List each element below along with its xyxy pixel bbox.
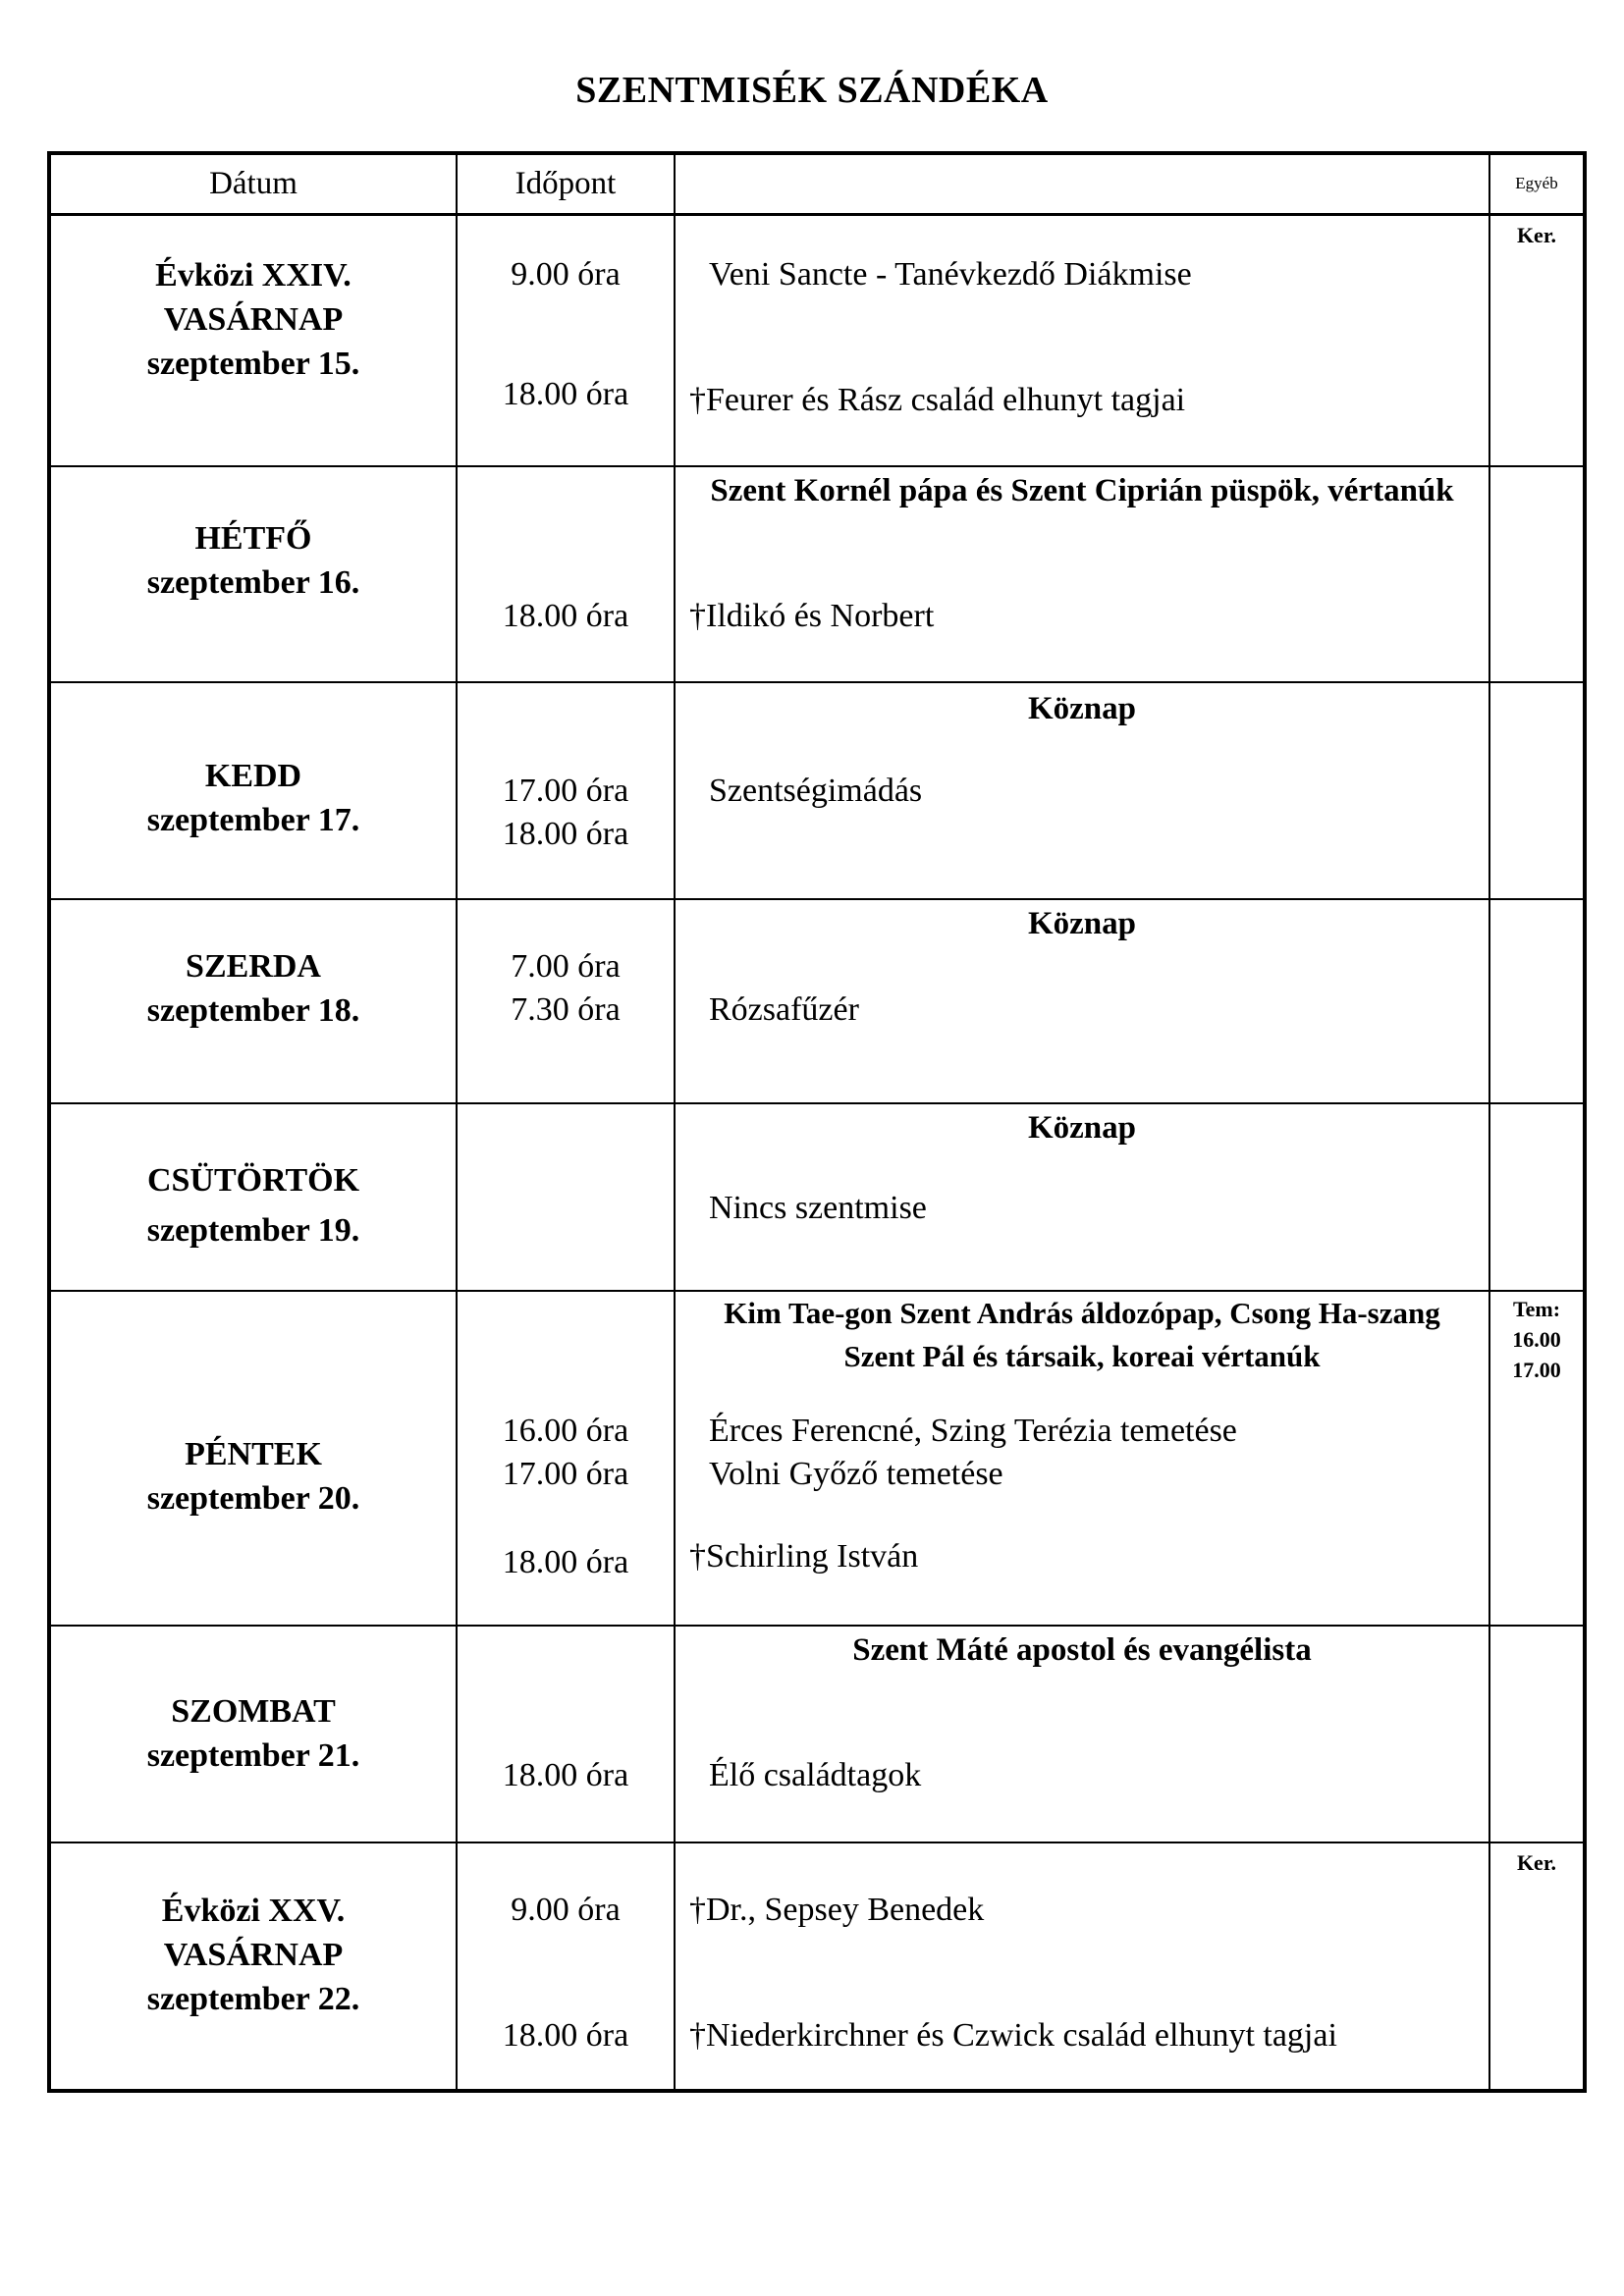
intention-text: †Schirling István — [689, 1538, 919, 1575]
day-name: CSÜTÖRTÖK — [146, 1162, 360, 1199]
table-row — [51, 1625, 1583, 1842]
table-row — [51, 681, 1583, 898]
other-cell — [1490, 467, 1583, 681]
intention-cell — [676, 1627, 1490, 1842]
date-cell — [51, 1104, 458, 1290]
other-cell — [1490, 1292, 1583, 1625]
table-row — [51, 465, 1583, 681]
feast-title: Szent Kornél pápa és Szent Ciprián püspök, vértanúk — [710, 473, 1454, 508]
time-cell — [458, 1292, 676, 1625]
day-name: HÉTFŐ — [194, 520, 312, 557]
table-row — [51, 216, 1583, 465]
day-name: KEDD — [204, 758, 302, 794]
mass-schedule-table — [47, 151, 1587, 2093]
mass-time: 18.00 óra — [502, 1757, 629, 1793]
day-date: szeptember 19. — [146, 1212, 360, 1249]
day-date: szeptember 21. — [146, 1737, 360, 1774]
table-header — [51, 155, 1583, 216]
intention-text: Szentségimádás — [709, 773, 923, 809]
other-cell — [1490, 683, 1583, 898]
feast-title: Szent Máté apostol és evangélista — [852, 1632, 1312, 1668]
mass-time: 17.00 óra — [502, 773, 629, 809]
day-date: szeptember 15. — [146, 346, 360, 382]
time-cell — [458, 1104, 676, 1290]
time-cell — [458, 1843, 676, 2089]
day-name-2: VASÁRNAP — [163, 1937, 344, 1973]
table-row — [51, 1102, 1583, 1290]
other-note: Ker. — [1516, 223, 1557, 247]
page-title: SZENTMISÉK SZÁNDÉKA — [575, 70, 1049, 111]
time-cell — [458, 900, 676, 1102]
day-date: szeptember 17. — [146, 802, 360, 838]
intention-cell — [676, 683, 1490, 898]
intention-cell — [676, 216, 1490, 465]
mass-time: 17.00 óra — [502, 1456, 629, 1492]
day-name: Évközi XXIV. — [155, 257, 352, 294]
other-cell — [1490, 1843, 1583, 2089]
day-date: szeptember 20. — [146, 1480, 360, 1517]
date-cell — [51, 1843, 458, 2089]
other-note: Tem: — [1512, 1297, 1561, 1321]
day-date: szeptember 18. — [146, 992, 360, 1029]
header-date: Dátum — [51, 155, 458, 213]
date-cell — [51, 216, 458, 465]
intention-text: Nincs szentmise — [709, 1190, 927, 1226]
day-name: SZERDA — [186, 948, 321, 985]
intention-text: Veni Sancte - Tanévkezdő Diákmise — [709, 256, 1192, 293]
date-cell — [51, 1627, 458, 1842]
day-date: szeptember 16. — [146, 564, 360, 601]
day-date: szeptember 22. — [146, 1981, 360, 2017]
intention-text: Élő családtagok — [709, 1757, 922, 1793]
time-cell — [458, 1627, 676, 1842]
other-note: 17.00 — [1512, 1358, 1561, 1382]
intention-cell — [676, 900, 1490, 1102]
time-cell — [458, 683, 676, 898]
intention-cell — [676, 1104, 1490, 1290]
feast-title: Köznap — [1027, 1110, 1137, 1146]
mass-time: 18.00 óra — [502, 1544, 629, 1580]
other-cell — [1490, 900, 1583, 1102]
mass-time: 9.00 óra — [511, 256, 621, 293]
table-row — [51, 898, 1583, 1102]
day-name: PÉNTEK — [185, 1436, 322, 1472]
date-cell — [51, 467, 458, 681]
header-intention — [676, 155, 1490, 213]
other-cell — [1490, 1104, 1583, 1290]
intention-cell — [676, 1292, 1490, 1625]
header-other: Egyéb — [1515, 174, 1558, 192]
intention-cell — [676, 1843, 1490, 2089]
mass-time: 18.00 óra — [502, 2017, 629, 2054]
day-name-2: VASÁRNAP — [163, 301, 344, 338]
mass-time: 18.00 óra — [502, 598, 629, 634]
mass-time: 18.00 óra — [502, 816, 629, 852]
intention-text: Rózsafűzér — [709, 991, 859, 1028]
mass-time: 9.00 óra — [511, 1892, 621, 1928]
header-time: Időpont — [458, 155, 676, 213]
intention-cell — [676, 467, 1490, 681]
date-cell — [51, 900, 458, 1102]
intention-text: †Feurer és Rász család elhunyt tagjai — [689, 382, 1186, 418]
other-note: Ker. — [1516, 1850, 1557, 1875]
feast-title: Kim Tae-gon Szent András áldozópap, Csong Ha-szang Szent Pál és társaik, koreai vértanúk — [724, 1296, 1440, 1373]
date-cell — [51, 1292, 458, 1625]
intention-text: †Dr., Sepsey Benedek — [689, 1892, 985, 1928]
mass-time: 16.00 óra — [502, 1413, 629, 1449]
intention-text: Érces Ferencné, Szing Terézia temetése — [709, 1413, 1237, 1449]
mass-time: 7.30 óra — [511, 991, 621, 1028]
intention-text: †Niederkirchner és Czwick család elhunyt tagjai — [689, 2017, 1337, 2054]
intention-text: Volni Győző temetése — [709, 1456, 1003, 1492]
day-name: Évközi XXV. — [161, 1893, 346, 1929]
other-cell — [1490, 216, 1583, 465]
time-cell — [458, 216, 676, 465]
day-name: SZOMBAT — [171, 1693, 336, 1730]
time-cell — [458, 467, 676, 681]
mass-time: 7.00 óra — [511, 948, 621, 985]
table-row — [51, 1842, 1583, 2089]
date-cell — [51, 683, 458, 898]
table-row — [51, 1290, 1583, 1625]
feast-title: Köznap — [1027, 906, 1137, 941]
intention-text: †Ildikó és Norbert — [689, 598, 935, 634]
other-note: 16.00 — [1512, 1327, 1561, 1352]
feast-title: Köznap — [1027, 691, 1137, 726]
mass-time: 18.00 óra — [502, 376, 629, 412]
other-cell — [1490, 1627, 1583, 1842]
